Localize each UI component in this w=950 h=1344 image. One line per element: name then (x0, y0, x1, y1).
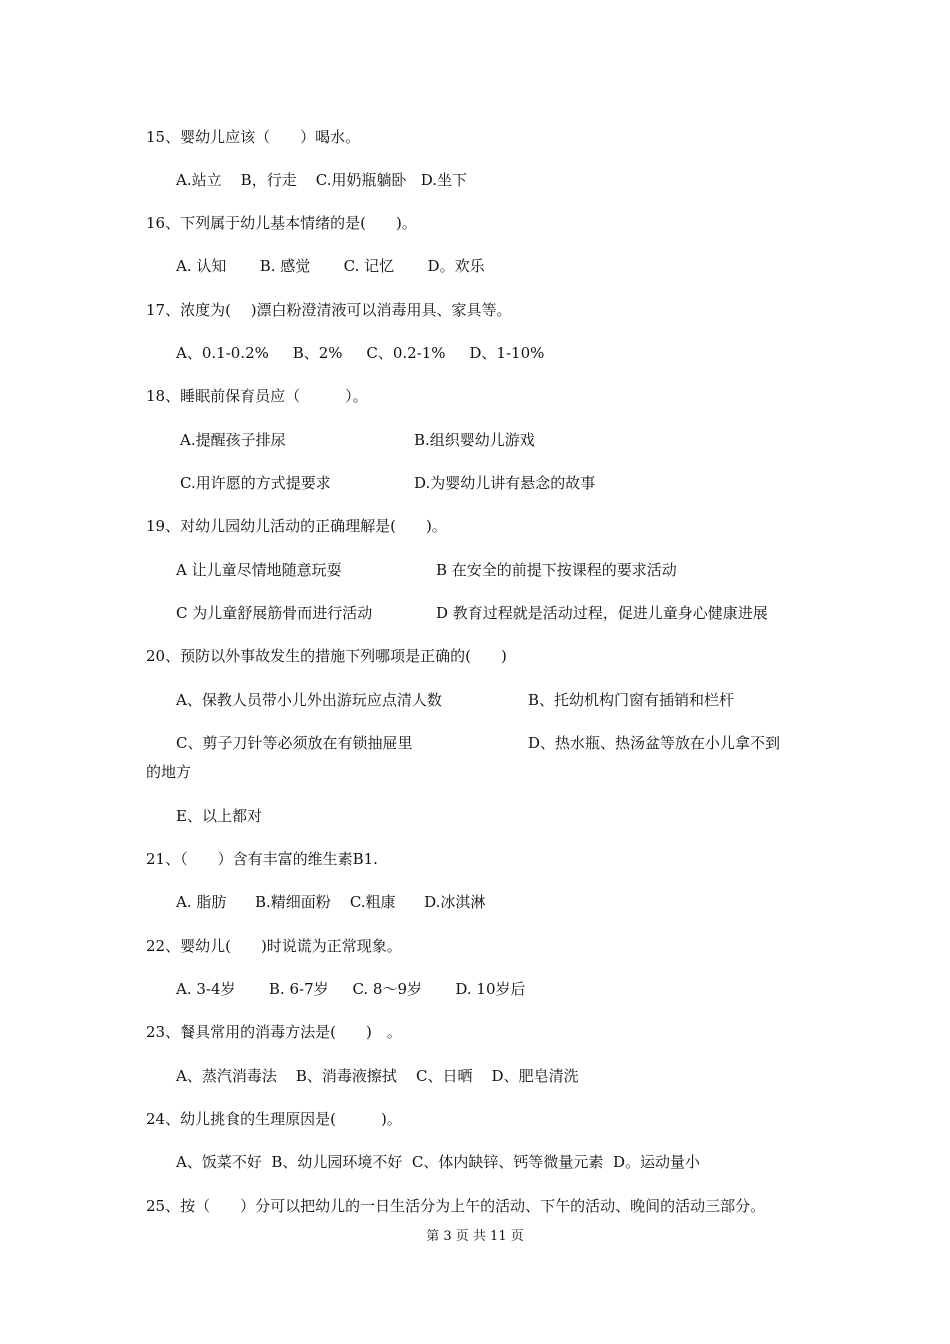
question-15-options: A.站立 B，行走 C.用奶瓶躺卧 D.坐下 (176, 171, 468, 189)
question-24: 24、幼儿挑食的生理原因是( )。 (146, 1110, 402, 1128)
question-19-option-d: D 教育过程就是活动过程，促进儿童身心健康进展 (436, 604, 768, 622)
question-19-option-b: B 在安全的前提下按课程的要求活动 (436, 561, 677, 579)
question-21: 21、（ ）含有丰富的维生素B1. (146, 850, 378, 868)
question-19-option-a: A 让儿童尽情地随意玩耍 (176, 561, 342, 579)
question-18-option-a: A.提醒孩子排尿 (180, 431, 286, 449)
question-17-options: A、0.1-0.2% B、2% C、0.2-1% D、1-10% (176, 344, 545, 362)
question-20-option-a: A、保教人员带小儿外出游玩应点清人数 (176, 691, 442, 709)
question-20-option-c: C、剪子刀针等必须放在有锁抽屉里 (176, 734, 413, 752)
question-16-options: A. 认知 B. 感觉 C. 记忆 D。欢乐 (176, 257, 485, 275)
question-24-options: A、饭菜不好 B、幼儿园环境不好 C、体内缺锌、钙等微量元素 D。运动量小 (176, 1153, 700, 1171)
question-23-options: A、蒸汽消毒法 B、消毒液擦拭 C、日晒 D、肥皂清洗 (176, 1067, 579, 1085)
question-20-option-b: B、托幼机构门窗有插销和栏杆 (528, 691, 735, 709)
question-20-option-d-continued: 的地方 (146, 763, 192, 781)
question-20: 20、预防以外事故发生的措施下列哪项是正确的( ) (146, 647, 507, 665)
question-17: 17、浓度为( )漂白粉澄清液可以消毒用具、家具等。 (146, 301, 512, 319)
question-16: 16、下列属于幼儿基本情绪的是( )。 (146, 214, 417, 232)
question-20-option-e: E、以上都对 (176, 807, 262, 825)
question-20-option-d: D、热水瓶、热汤盆等放在小儿拿不到 (528, 734, 781, 752)
question-19: 19、对幼儿园幼儿活动的正确理解是( )。 (146, 517, 447, 535)
question-18: 18、睡眠前保育员应（ ）。 (146, 387, 368, 405)
question-22-options: A. 3-4岁 B. 6-7岁 C. 8～9岁 D. 10岁后 (176, 980, 526, 998)
question-25: 25、按（ ）分可以把幼儿的一日生活分为上午的活动、下午的活动、晚间的活动三部分。 (146, 1197, 766, 1215)
question-23: 23、餐具常用的消毒方法是( ) 。 (146, 1023, 402, 1041)
question-15: 15、婴幼儿应该（ ）喝水。 (146, 128, 361, 146)
page-footer: 第 3 页 共 11 页 (426, 1229, 524, 1244)
question-19-option-c: C 为儿童舒展筋骨而进行活动 (176, 604, 373, 622)
question-18-option-d: D.为婴幼儿讲有悬念的故事 (414, 474, 596, 492)
question-18-option-b: B.组织婴幼儿游戏 (414, 431, 535, 449)
question-18-option-c: C.用许愿的方式提要求 (180, 474, 331, 492)
question-21-options: A. 脂肪 B.精细面粉 C.粗康 D.冰淇淋 (176, 893, 486, 911)
question-22: 22、婴幼儿( )时说谎为正常现象。 (146, 937, 402, 955)
